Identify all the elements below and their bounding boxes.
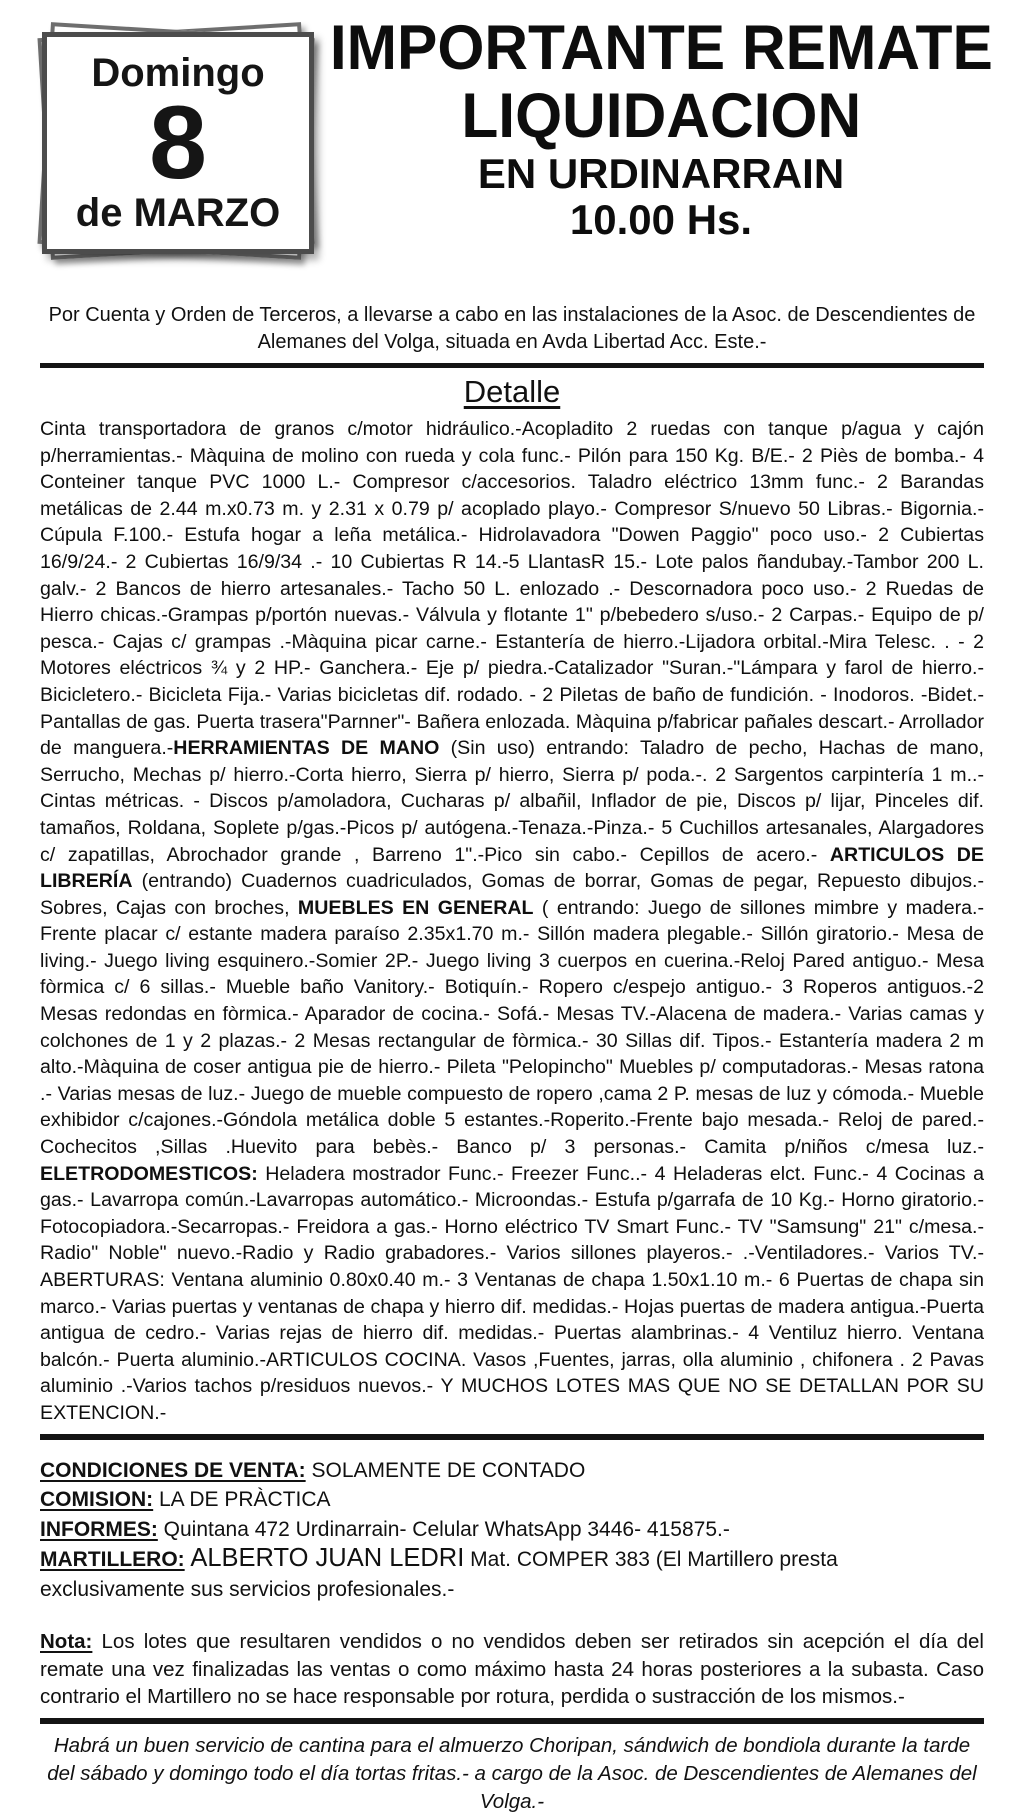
sale-conditions-section [40,1456,984,1605]
commission-line [40,1485,984,1515]
auctioneer-label: MARTILLERO: [40,1548,185,1572]
divider-rule-top [40,363,984,368]
auctioneer-line [40,1544,984,1604]
informs-line [40,1515,984,1545]
title-line-2: LIQUIDACION [461,81,861,151]
note-text: Los lotes que resultaren vendidos o no vendidos deben ser retirados sin acepción el día del remate una vez finalizadas las ventas o como máximo hasta 24 horas posteriores a la subasta. Caso contrario el Martillero no se hace responsable por rotura, perdida o sustracción de los mismos.- [40,1630,984,1709]
title-time: 10.00 Hs. [569,196,753,243]
note-label: Nota: [40,1630,93,1654]
auctioneer-rest: Mat. COMPER 383 (El Martillero presta exclusivamente sus servicios profesionales.- [40,1548,838,1601]
detail-section-heading: MUEBLES EN GENERAL [297,896,534,919]
date-month: de MARZO [75,191,281,235]
divider-rule-middle [40,1434,984,1440]
detail-heading: Detalle [463,374,561,409]
detail-section-heading: ELETRODOMESTICOS: [40,1162,258,1185]
informs-label: INFORMES: [40,1517,158,1541]
detail-text-run: Cinta transportadora de granos c/motor hidráulico.-Acopladito 2 ruedas con tanque p/agua y cajón p/herramientas.- Màquina de molino con rueda y cola func.- Pilón para 150 Kg. B/E.- 2 Piès de bomba.- 4 Conteiner tanque PVC 1000 L.- Compresor c/accesorios. Taladro eléctrico 13mm func.- 2 Barandas metálicas de 2.44 m.x0.73 m. y 2.31 x 0.79 p/ acoplado playo.- Compresor S/nuevo 50 Libras.- Bigornia.- Cúpula F.100.- Estufa hogar a leña metálica.- Hidrolavadora "Dowen Paggio" poco uso.- 2 Cubiertas 16/9/24.- 2 Cubiertas 16/9/34 .- 10 Cubiertas R 14.-5 LlantasR 15.- Lote palos ñandubay.-Tambor 200 L. galv.- 2 Bancos de hierro artesanales.- Tacho 50 L. enlozado .- Descornadora poco uso.- 2 Ruedas de Hierro chicas.-Grampas p/portón nuevas.- Válvula y flotante 1" p/bebedero s/uso.- 2 Carpas.- Equipo de p/ pesca.- Cajas c/ grampas .-Màquina picar carne.- Estantería de hierro.-Lijadora orbital.-Mira Telesc. . - 2 Motores eléctricos ¾ y 2 HP.- Ganchera.- Eje p/ piedra.-Catalizador "Suran.-"Lámpara y farol de hierro.- Bicicletero.- Bicicleta Fija.- Varias bicicletas dif. rodado. - 2 Piletas de baño de fundición. - Inodoros. -Bidet.- Pantallas de gas. Puerta trasera"Parnner"- Bañera enlozada. Màquina p/fabricar pañales descart.- Arrollador de manguera.- [40,418,984,760]
informs-text: Quintana 472 Urdinarrain- Celular WhatsApp 3446- 415875.- [157,1517,730,1541]
detail-text-run: Heladera mostrador Func.- Freezer Func..- 4 Heladeras elct. Func.- 4 Cocinas a gas.- Lavarropa común.-Lavarropas automático.- Microondas.- Estufa p/garrafa de 10 Kg.- Horno giratorio.-Fotocopiadora.-Secarropas.- Freidora a gas.- Horno eléctrico TV Smart Func.- TV "Samsung" 21" c/mesa.-Radio" Noble" nuevo.-Radio y Radio grabadores.- Varios sillones playeros.- .-Ventiladores.- Varios TV.-ABERTURAS: Ventana aluminio 0.80x0.40 m.- 3 Ventanas de chapa 1.50x1.10 m.- 6 Puertas de chapa sin marco.- Varias puertas y ventanas de chapa y hierro dif. medidas.- Hojas puertas de madera antigua.-Puerta antigua de cedro.- Varias rejas de hierro dif. medidas.- Puertas alambrinas.- 4 Ventiluz hierro. Ventana balcón.- Puerta aluminio.-ARTICULOS COCINA. Vasos ,Fuentes, jarras, olla aluminio , chifonera . 2 Pavas aluminio .-Varios tachos p/residuos nuevos.- Y MUCHOS LOTES MAS QUE NO SE DETALLAN POR SU EXTENCION.- [40,1162,984,1424]
title-line-1: IMPORTANTE REMATE [329,13,993,83]
date-number: 8 [149,85,207,201]
conditions-label: CONDICIONES DE VENTA: [40,1458,306,1482]
date-badge-front-sheet [42,32,314,254]
footer-note: Habrá un buen servicio de cantina para el almuerzo Choripan, sándwich de bondiola durante la tarde del sábado y domingo todo el día tortas fritas.- a cargo de la Asoc. de Descendientes de Alemanes del Volga.- [47,1733,977,1813]
date-day: Domingo [91,51,265,95]
detail-section-heading: HERRAMIENTAS DE MANO [173,737,440,760]
conditions-line [40,1456,984,1486]
detail-paragraph [40,416,984,1427]
title-location: EN URDINARRAIN [477,150,845,197]
header-titles [310,0,1024,243]
detail-text-run: (entrando) Cuadernos cuadriculados, Gomas de borrar, Gomas de pegar, Repuesto dibujos.-Sobres, Cajas con broches, [40,870,984,919]
detail-text-run: (Sin uso) entrando: Taladro de pecho, Hachas de mano, Serrucho, Mechas p/ hierro.-Corta hierro, Sierra p/ hierro, Sierra p/ poda.-. 2 Sargentos carpintería 1 m..- Cintas métricas. - Discos p/amoladora, Cucharas p/ albañil, Inflador de pie, Discos p/ lijar, Pinceles dif. tamaños, Roldana, Soplete p/gas.-Picos p/ autógena.-Tenaza.-Pinza.- 5 Cuchillos artesanales, Alargadores c/ zapatillas, Abrochador grande , Barreno 1".-Pico sin cabo.- Cepillos de acero.- [40,737,985,866]
divider-rule-bottom [40,1718,984,1724]
commission-text: LA DE PRÀCTICA [153,1488,331,1512]
conditions-text: SOLAMENTE DE CONTADO [305,1458,586,1482]
detail-heading-wrap [0,375,1024,409]
note-paragraph [40,1628,984,1711]
calendar-date-badge [42,30,310,252]
detail-section-heading: ARTICULOS DE LIBRERÍA [40,843,985,893]
masthead [0,0,1024,296]
detail-text-run: ( entrando: Juego de sillones mimbre y madera.- Frente placar c/ estante madera paraíso 2.35x1.70 m.- Sillón madera plegable.- Sillón giratorio.- Mesa de living.- Juego living esquinero.-Somier 2P.- Juego living 3 cuerpos en cuerina.-Reloj Pared antiguo.- Mesa fòrmica c/ 6 sillas.- Mueble baño Vanitory.- Botiquín.- Ropero c/espejo antiguo.- 3 Roperos antiguos.-2 Mesas redondas en fòrmica.- Aparador de cocina.- Sofá.- Mesas TV.-Alacena de madera.- Varias camas y colchones de 1 y 2 plazas.- 2 Mesas rectangular de fòrmica.- 30 Sillas dif. Tipos.- Estantería madera 2 m alto.-Màquina de coser antigua pie de hierro.- Pileta "Pelopincho" Muebles p/ computadoras.- Mesas ratona .- Varias mesas de luz.- Juego de mueble compuesto de ropero ,cama 2 P. mesas de luz y cómoda.- Mueble exhibidor c/cajones.-Góndola metálica doble 5 estantes.-Roperito.-Frente bajo mesada.- Reloj de pared.- Cochecitos ,Sillas .Huevito para bebès.- Banco p/ 3 personas.- Camita p/niños c/mesa luz.- [40,896,984,1159]
auctioneer-name: ALBERTO JUAN LEDRI [184,1544,465,1573]
commission-label: COMISION: [40,1488,154,1512]
intro-paragraph: Por Cuenta y Orden de Terceros, a llevarse a cabo en las instalaciones de la Asoc. de Descendientes de Alemanes del Volga, situada en Avda Libertad Acc. Este.- [48,304,976,353]
